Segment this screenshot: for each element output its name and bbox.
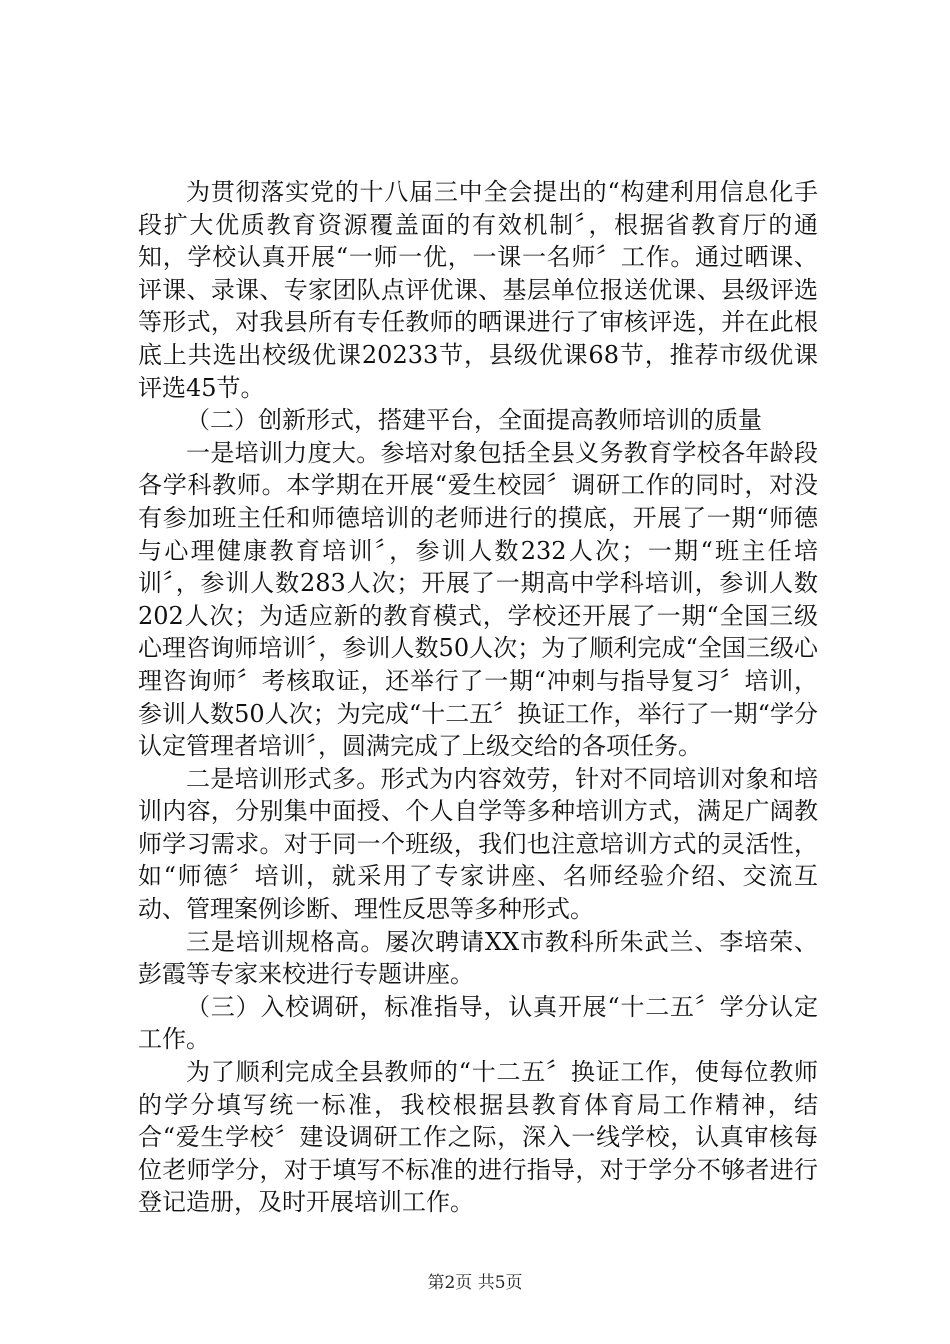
paragraph-training-level: 三是培训规格高。屡次聘请XX市教科所朱武兰、李培荣、彭霞等专家来校进行专题讲座。 bbox=[138, 927, 818, 989]
paragraph-credit-review: 为了顺利完成全县教师的“十二五〞换证工作，使每位教师的学分填写统一标准，我校根据县教育体育局工作精神，结合“爱生学校〞建设调研工作之际，深入一线学校，认真审核每位老师学分，对于填写不标准的进行指导，对于学分不够者进行登记造册，及时开展培训工作。 bbox=[138, 1058, 818, 1217]
paragraph-training-forms: 二是培训形式多。形式为内容效劳，针对不同培训对象和培训内容，分别集中面授、个人自学等多种培训方式，满足广阔教师学习需求。对于同一个班级，我们也注意培训方式的灵活性，如“师德〞培训，就采用了专家讲座、名师经验介绍、交流互动、管理案例诊断、理性反思等多种形式。 bbox=[138, 764, 818, 924]
document-body bbox=[138, 176, 818, 1219]
paragraph-training-intensity: 一是培训力度大。参培对象包括全县义务教育学校各年龄段各学科教师。本学期在开展“爱生校园〞调研工作的同时，对没有参加班主任和师德培训的老师进行的摸底，开展了一期“师德与心理健康教育培训〞，参训人数232人次；一期“班主任培训〞，参训人数283人次；开展了一期高中学科培训，参训人数202人次；为适应新的教育模式，学校还开展了一期“全国三级心理咨询师培训〞，参训人数50人次；为了顺利完成“全国三级心理咨询师〞考核取证，还举行了一期“冲刺与指导复习〞培训，参训人数50人次；为完成“十二五〞换证工作，举行了一期“学分认定管理者培训〞，圆满完成了上级交给的各项任务。 bbox=[138, 438, 818, 761]
section-heading-3: （三）入校调研，标准指导，认真开展“十二五〞学分认定工作。 bbox=[138, 992, 818, 1054]
page-footer: 第2页 共5页 bbox=[427, 1273, 523, 1293]
paragraph-intro: 为贯彻落实党的十八届三中全会提出的“构建利用信息化手段扩大优质教育资源覆盖面的有效机制〞，根据省教育厅的通知，学校认真开展“一师一优，一课一名师〞工作。通过晒课、评课、录课、专家团队点评优课、基层单位报送优课、县级评选等形式，对我县所有专任教师的晒课进行了审核评选，并在此根底上共选出校级优课20233节，县级优课68节，推荐市级优课评选45节。 bbox=[138, 178, 818, 402]
section-heading-2: （二）创新形式，搭建平台，全面提高教师培训的质量 bbox=[186, 406, 762, 435]
